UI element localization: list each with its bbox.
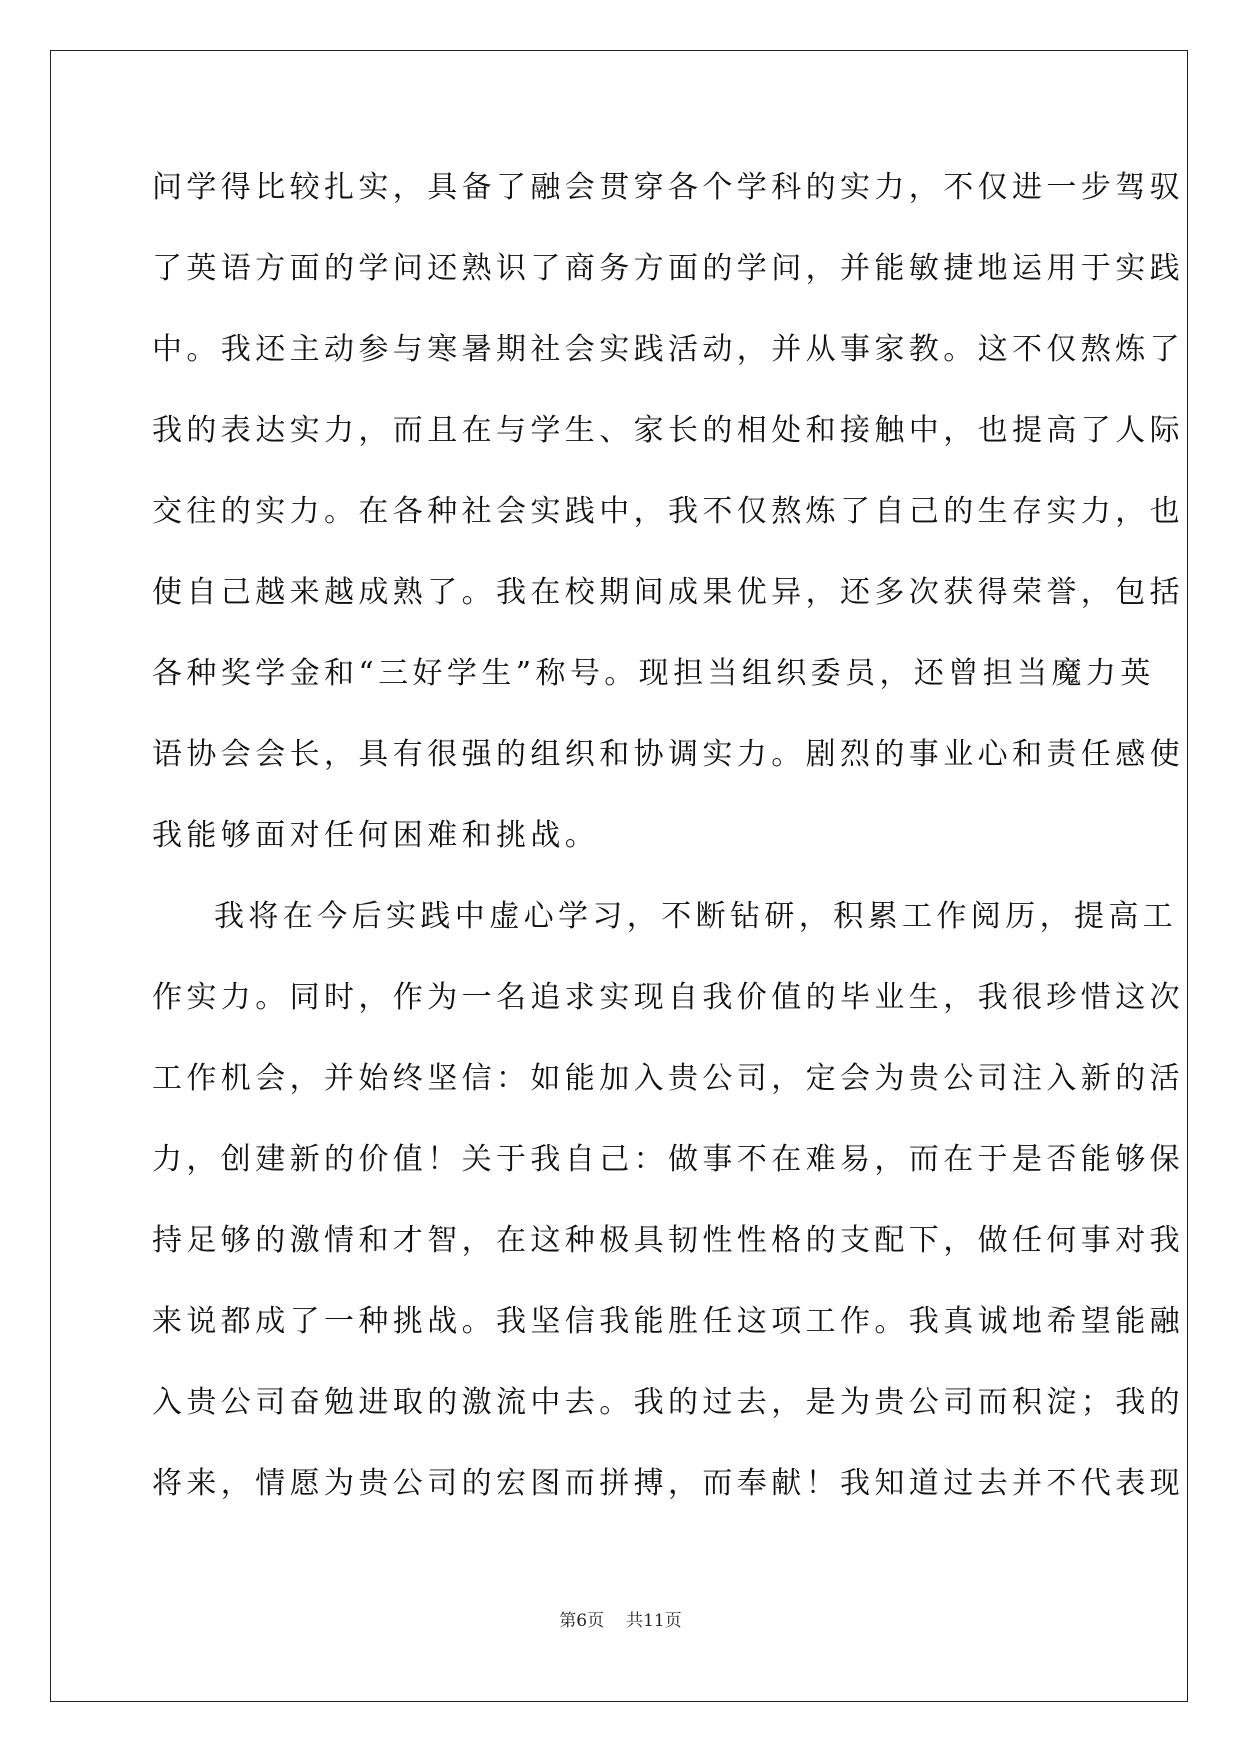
text-line: 中。我还主动参与寒暑期社会实践活动，并从事家教。这不仅熬炼了 [152,332,1184,367]
text-line: 使自己越来越成熟了。我在校期间成果优异，还多次获得荣誉，包括 [152,575,1184,610]
text-line: 入贵公司奋勉进取的激流中去。我的过去，是为贵公司而积淀；我的 [152,1385,1184,1420]
text-line: 作实力。同时，作为一名追求实现自我价值的毕业生，我很珍惜这次 [152,980,1184,1015]
text-line: 语协会会长，具有很强的组织和协调实力。剧烈的事业心和责任感使 [152,737,1184,772]
text-line: 来说都成了一种挑战。我坚信我能胜任这项工作。我真诚地希望能融 [152,1304,1184,1339]
text-line: 我的表达实力，而且在与学生、家长的相处和接触中，也提高了人际 [152,413,1184,448]
page-footer [0,1606,1241,1631]
paragraph-start-line: 我将在今后实践中虚心学习，不断钻研，积累工作阅历，提高工 [214,899,1178,934]
page-number: 第6页 [559,1611,605,1631]
text-line: 力，创建新的价值！关于我自己：做事不在难易，而在于是否能够保 [152,1142,1184,1177]
page-total: 共11页 [626,1611,682,1631]
text-line: 将来，情愿为贵公司的宏图而拼搏，而奉献！我知道过去并不代表现 [152,1466,1184,1501]
text-line: 问学得比较扎实，具备了融会贯穿各个学科的实力，不仅进一步驾驭 [152,170,1184,205]
text-line: 工作机会，并始终坚信：如能加入贵公司，定会为贵公司注入新的活 [152,1061,1184,1096]
text-line: 我能够面对任何困难和挑战。 [152,818,600,853]
text-line: 持足够的激情和才智，在这种极具韧性性格的支配下，做任何事对我 [152,1223,1184,1258]
document-body [152,158,1184,1535]
text-line: 交往的实力。在各种社会实践中，我不仅熬炼了自己的生存实力，也 [152,494,1184,529]
text-line: 各种奖学金和“三好学生”称号。现担当组织委员，还曾担当魔力英 [152,656,1155,691]
text-line: 了英语方面的学问还熟识了商务方面的学问，并能敏捷地运用于实践 [152,251,1184,286]
